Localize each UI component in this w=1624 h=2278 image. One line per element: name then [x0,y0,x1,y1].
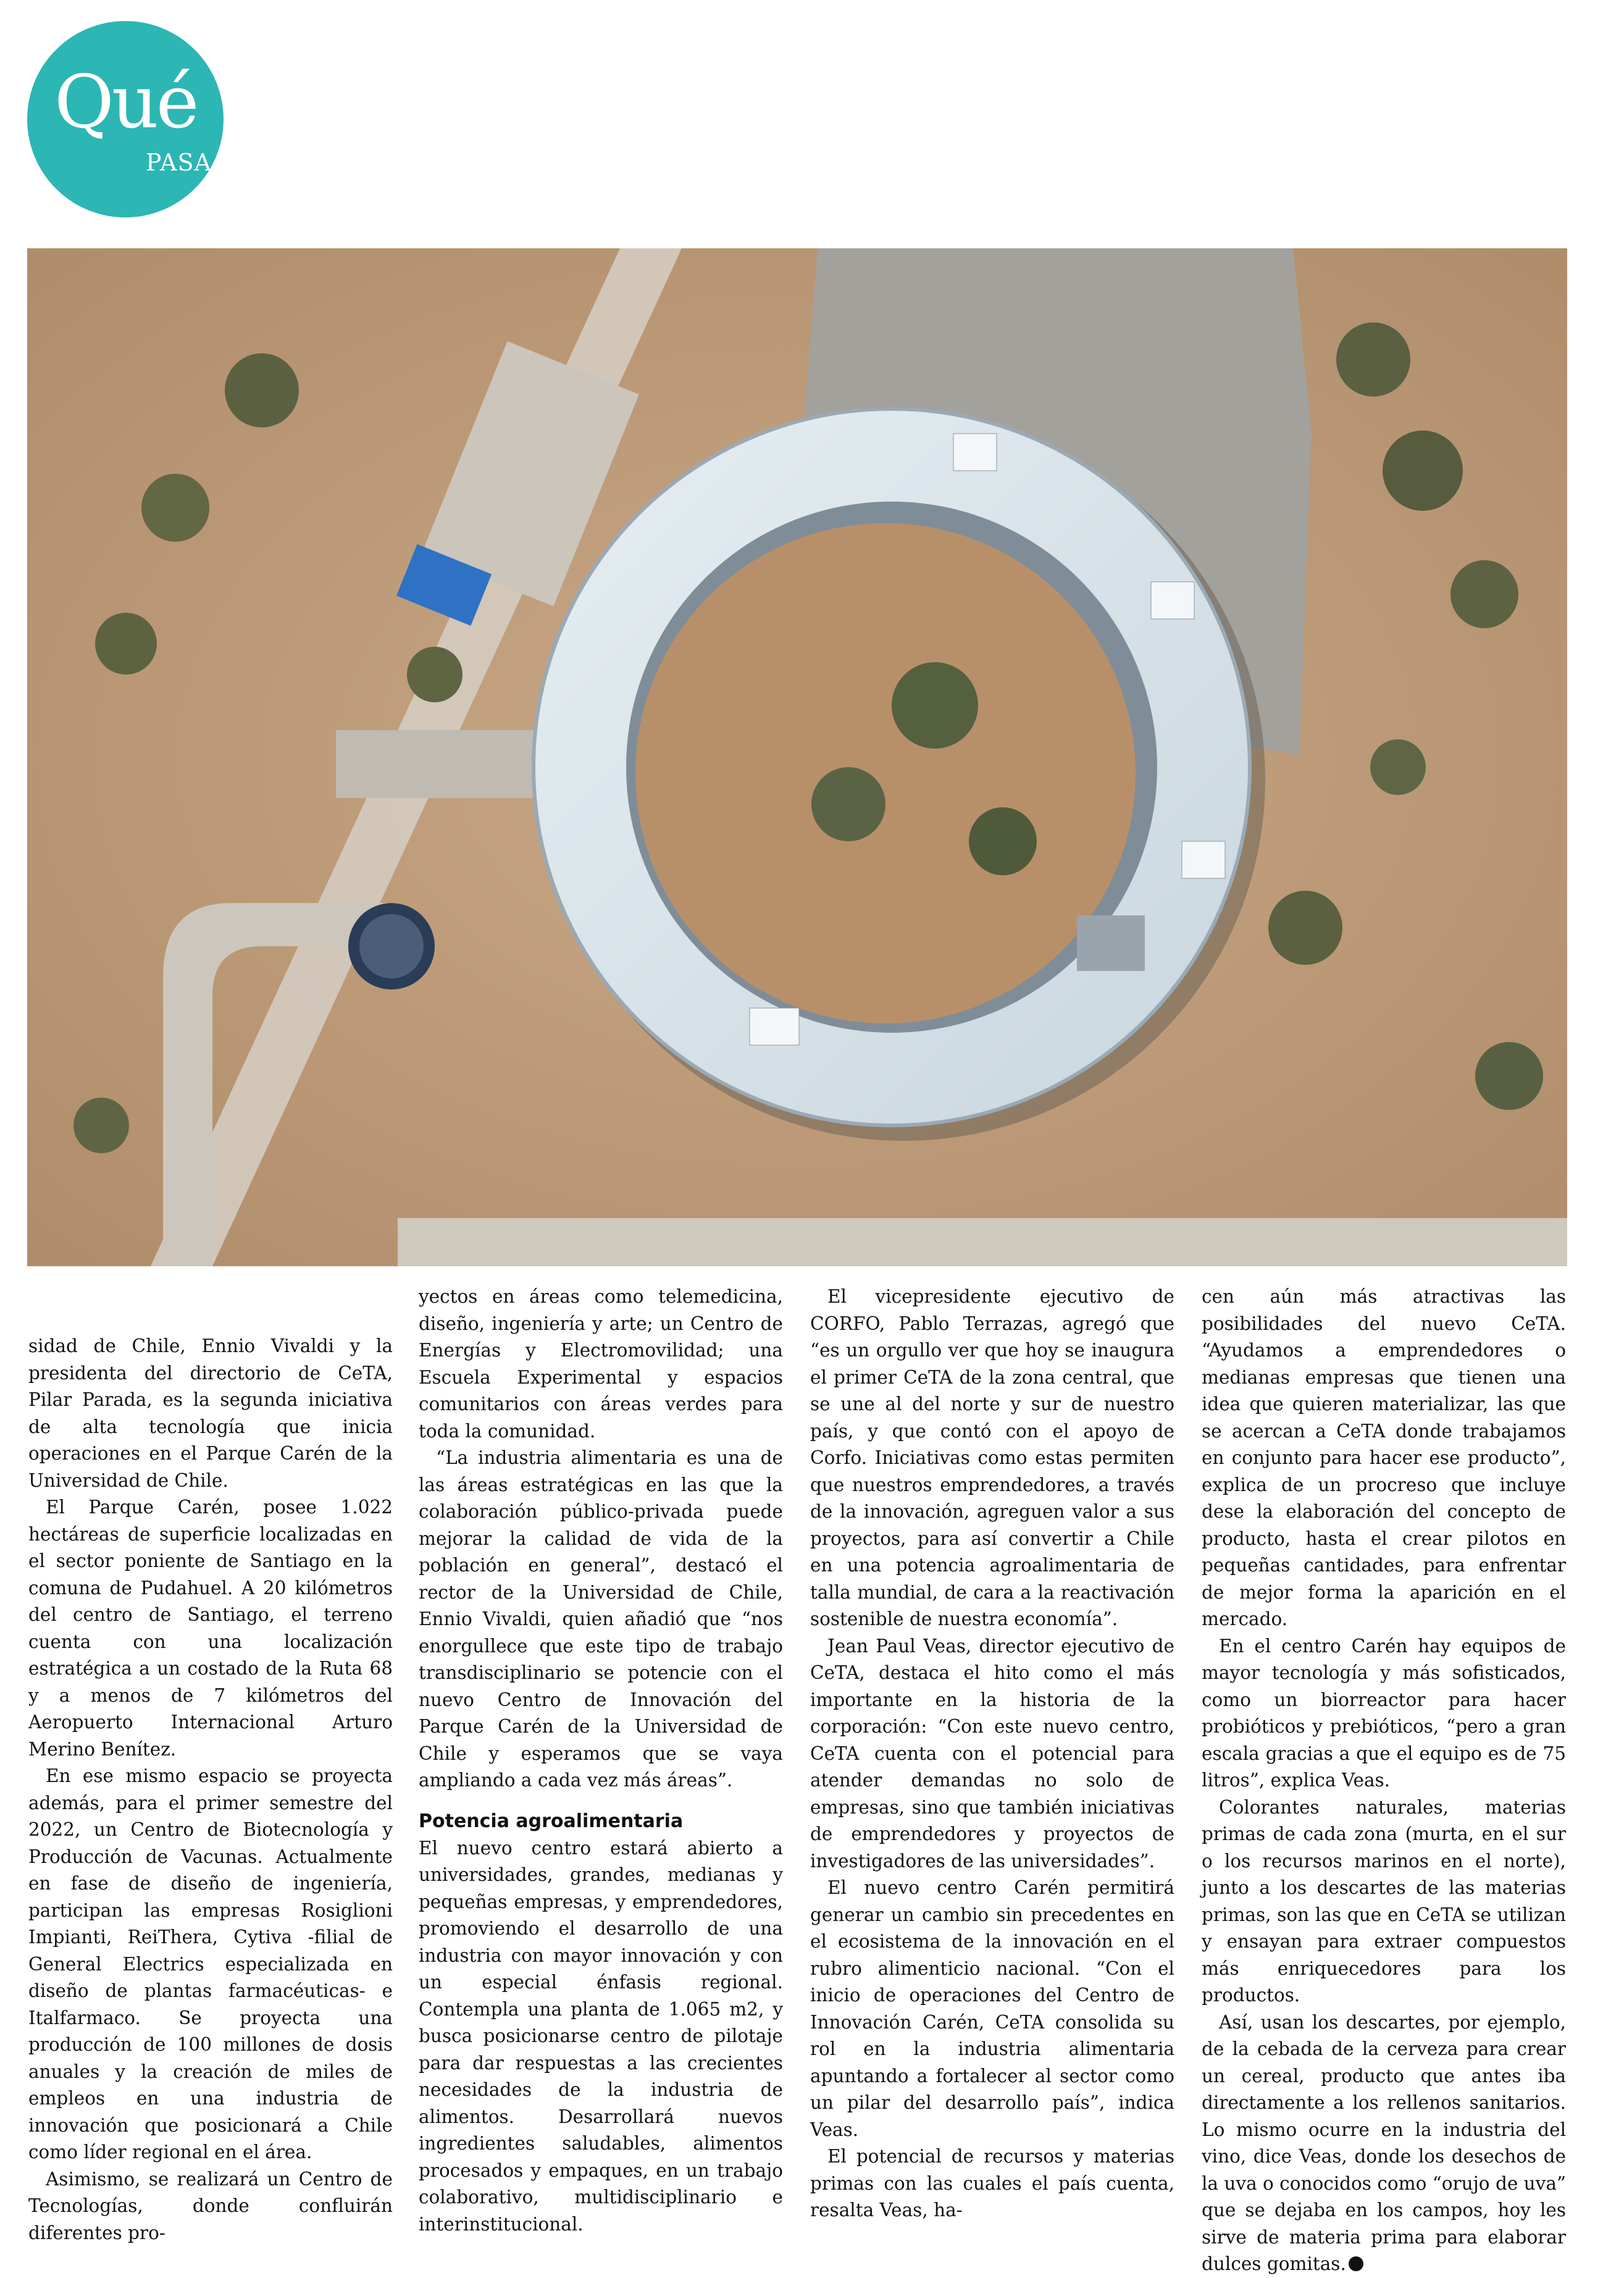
que-pasa-logo [27,21,224,217]
paragraph: El Parque Carén, posee 1.022 hectáreas de superficie localizadas en el sector poniente de Santiago en la comuna de Pudahuel. A 20 kilómetros del centro de Santiago, el terreno cuenta con una localización estratégica a un costado de la Ruta 68 y a menos de 7 kilómetros del Aeropuerto Internacional Arturo Merino Benítez. [28,1497,393,1760]
paragraph: El potencial de recursos y materias primas con las cuales el país cuenta, resalta Veas, ha- [810,2146,1174,2221]
paragraph: En ese mismo espacio se proyecta además, para el primer semestre del 2022, un Centro de Biotecnología y Producción de Vacunas. Actualmente en fase de diseño de ingeniería, participan las empresas Rosiglioni Impianti, ReiThera, Cytiva -filial de General Electrics especializada en diseño de plantas farmacéuticas- e Italfarmaco. Se proyecta una producción de 100 millones de dosis anuales y la creación de miles de empleos en una industria de innovación que posicionará a Chile como líder regional en el área. [28,1765,393,2162]
paragraph: “La industria alimentaria es una de las áreas estratégicas en las que la colaboración público-privada puede mejorar la calidad de vida de la población en general”, destacó el rector de la Universidad de Chile, Ennio Vivaldi, quien añadió que “nos enorgullece que este tipo de trabajo transdisciplinario se potencie con el nuevo Centro de Innovación del Parque Carén de la Universidad de Chile y esperamos que se vaya ampliando a cada vez más áreas”. [419,1447,783,1791]
paragraph: sidad de Chile, Ennio Vivaldi y la presidenta del directorio de CeTA, Pilar Parada, es la segunda iniciativa de alta tecnología que inicia operaciones en el Parque Carén de la Universidad de Chile. [28,1335,393,1491]
paragraph: cen aún más atractivas las posibilidades del nuevo CeTA. “Ayudamos a emprendedores o medianas empresas que tienen una idea que quieren materializar, las que se acercan a CeTA donde trabajamos en conjunto para hacer ese producto”, explica de un procreso que incluye dese la elaboración del concepto de producto, hasta el crear pilotos en pequeñas cantidades, para enfrentar de mejor forma la aparición en el mercado. [1202,1286,1566,1629]
paragraph: El nuevo centro estará abierto a universidades, grandes, medianas y pequeñas empresas, y emprendedores, promoviendo el desarrollo de una industria con mayor innovación y con un especial énfasis regional. Contempla una planta de 1.065 m2, y busca posicionarse centro de pilotaje para dar respuestas a las crecientes necesidades de la industria de alimentos. Desarrollará nuevos ingredientes saludables, alimentos procesados y empaques, en un trabajo colaborativo, multidisciplinario e interinstitucional. [419,1837,783,2235]
logo-sub-text: PASA [146,149,212,176]
paragraph: El vicepresidente ejecutivo de CORFO, Pablo Terrazas, agregó que “es un orgullo ver que hoy se inaugura el primer CeTA de la zona central, que se une al del norte y sur de nuestro país, y que contó con el apoyo de Corfo. Iniciativas como estas permiten que nuestros emprendedores, a través de la innovación, agreguen valor a sus proyectos, para así convertir a Chile en una potencia agroalimentaria de talla mundial, de cara a la reactivación sostenible de nuestra economía”. [810,1286,1174,1629]
article-column-2 [419,1284,783,2235]
article-column-4 [1202,1284,1566,2274]
article-column-3 [810,1284,1174,2221]
logo-main-text: Qué [54,59,197,145]
article-column-1 [28,1333,393,2243]
aerial-photo-illustration [27,248,1567,1266]
aerial-photo [27,248,1567,1266]
paragraph [1202,2009,1566,2278]
section-heading: Potencia agroalimentaria [419,1810,684,1832]
paragraph: yectos en áreas como telemedicina, diseño, ingeniería y arte; un Centro de Energías y Electromovilidad; una Escuela Experimental y espacios comunitarios con áreas verdes para toda la comunidad. [419,1286,783,1442]
paragraph: El nuevo centro Carén permitirá generar un cambio sin precedentes en el ecosistema de la innovación en el rubro alimenticio nacional. “Con el inicio de operaciones del Centro de Innovación Carén, CeTA consolida su rol en la industria alimentaria apuntando a fortalecer al sector como un pilar del desarrollo país”, indica Veas. [810,1877,1174,2140]
paragraph-text: Así, usan los descartes, por ejemplo, de la cebada de la cerveza para crear un cereal, producto que antes iba directamente a los rellenos sanitarios. Lo mismo ocurre en la industria del vino, dice Veas, donde los desechos de la uva o conocidos como “orujo de uva” que se dejaba en los campos, hoy les sirve de materia prima para elaborar dulces gomitas. [1202,2011,1566,2274]
paragraph: Asimismo, se realizará un Centro de Tecnologías, donde confluirán diferentes pro- [28,2168,393,2243]
paragraph: En el centro Carén hay equipos de mayor tecnología y más sofisticados, como un biorreactor para hacer probióticos y prebióticos, “pero a gran escala gracias a que el equipo es de 75 litros”, explica Veas. [1202,1635,1566,1791]
end-of-article-icon [1349,2256,1363,2271]
paragraph: Jean Paul Veas, director ejecutivo de CeTA, destaca el hito como el más importante en la historia de la corporación: “Con este nuevo centro, CeTA cuenta con el potencial para atender demandas no solo de empresas, sino que también iniciativas de emprendedores y proyectos de investigadores de las universidades”. [810,1635,1174,1872]
paragraph: Colorantes naturales, materias primas de cada zona (murta, en el sur o los recursos marinos en el norte), junto a los descartes de las materias primas, son las que en CeTA se utilizan y ensayan para extraer compuestos más enriquecedores para los productos. [1202,1796,1566,2006]
